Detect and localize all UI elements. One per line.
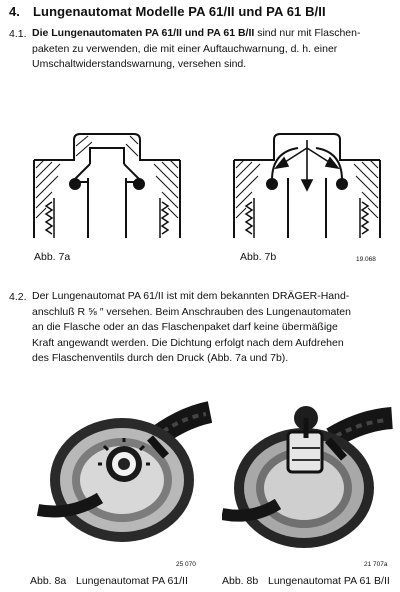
item-4-2-line: Der Lungenautomat PA 61/II ist mit dem bekannten DRÄGER-Hand- [32, 290, 350, 302]
photo-8a-code: 25 070 [176, 561, 196, 568]
photo-8b-code: 21 707a [364, 561, 388, 568]
item-4-1-line1-rest: sind nur mit Flaschen- [254, 27, 361, 39]
section-title: Lungenautomat Modelle PA 61/II und PA 61 B/II [33, 4, 326, 19]
photo-8b-caption-label: Abb. 8b [222, 575, 259, 587]
photo-8b-caption-text: Lungenautomat PA 61 B/II [268, 575, 390, 587]
item-4-2-text [32, 289, 390, 367]
item-4-2-line: an die Flasche oder an das Flaschenpaket darf keine übermäßige [32, 321, 338, 333]
photo-8a-caption-text: Lungenautomat PA 61/II [76, 575, 188, 587]
figure-7b-diagram [232, 118, 382, 238]
figure-7a-diagram [32, 118, 182, 238]
figure-7a-caption: Abb. 7a [34, 251, 71, 263]
item-4-2-line: anschluß R ⅝ ″ versehen. Beim Anschrauben des Lungenautomaten [32, 305, 351, 318]
photo-8a [30, 398, 212, 558]
item-4-1-bold: Die Lungenautomaten PA 61/II und PA 61 B/II [32, 27, 255, 39]
figure-ref-code: 19.068 [356, 256, 376, 263]
item-4-1-number: 4.1. [9, 28, 27, 40]
photo-8a-caption-label: Abb. 8a [30, 575, 67, 587]
item-4-1-line3: Umschaltwiderstandswarnung, versehen sind. [32, 58, 247, 70]
item-4-2-number: 4.2. [9, 291, 27, 303]
figure-7b-caption: Abb. 7b [240, 251, 277, 263]
section-number: 4. [9, 4, 20, 19]
item-4-1-line1 [32, 26, 390, 42]
photo-8b [222, 398, 394, 558]
item-4-2-line: Kraft angewandt werden. Die Dichtung erfolgt nach dem Aufdrehen [32, 336, 344, 349]
item-4-1-text [32, 26, 390, 73]
item-4-2-line: des Flaschenventils durch den Druck (Abb. 7a und 7b). [32, 352, 289, 364]
item-4-1-line2: paketen zu verwenden, die mit einer Auftauchwarnung, d. h. einer [32, 42, 338, 55]
